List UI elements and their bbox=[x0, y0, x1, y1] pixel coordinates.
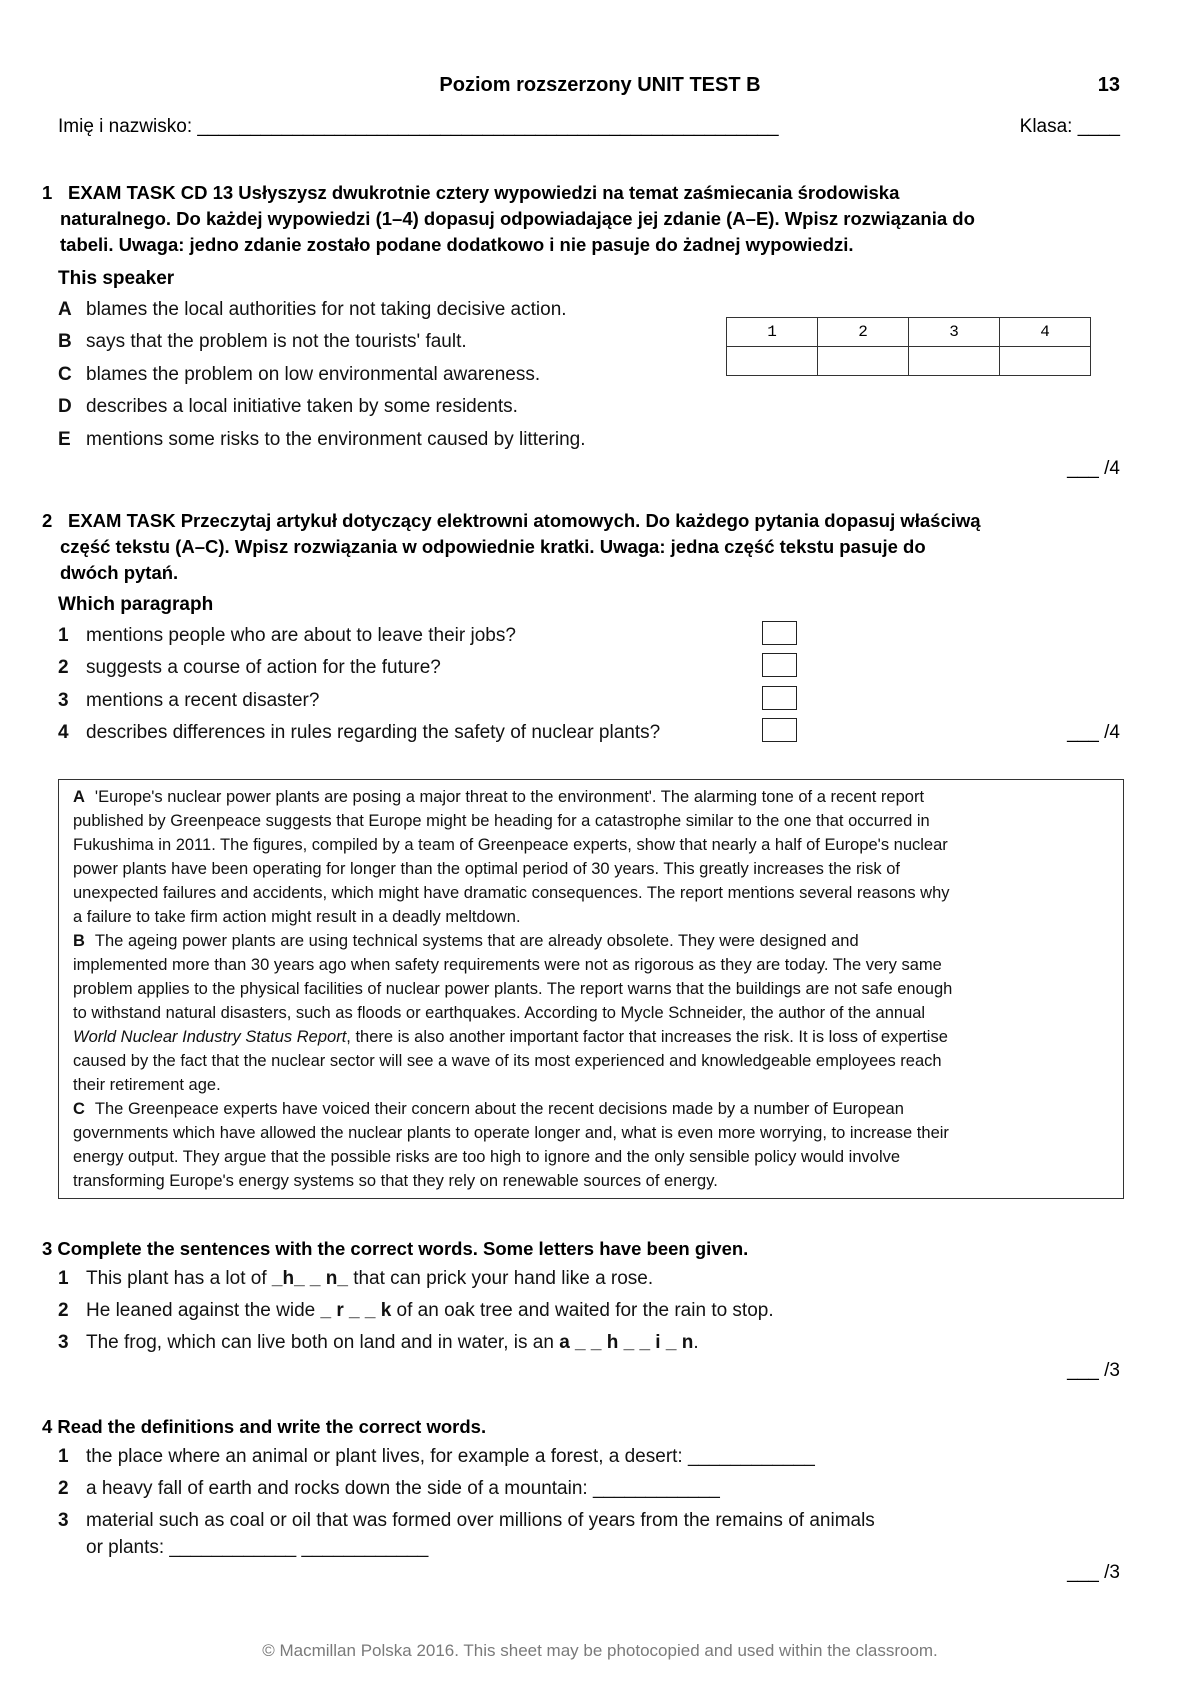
page-number: 13 bbox=[1097, 74, 1120, 96]
article-line: caused by the fact that the nuclear sector will see a wave of its most experienced and knowledgeable employees reach bbox=[73, 1052, 942, 1070]
task3-item bbox=[58, 1268, 653, 1290]
task2-subheading: Which paragraph bbox=[58, 594, 214, 615]
task2-heading-line: dwóch pytań. bbox=[60, 562, 179, 583]
task1-option bbox=[58, 429, 586, 451]
question-text: mentions a recent disaster? bbox=[86, 690, 320, 711]
article-line: problem applies to the physical facilities of nuclear power plants. The report warns that the buildings are not safe enough bbox=[73, 980, 953, 998]
task2-heading-line: część tekstu (A–C). Wpisz rozwiązania w odpowiednie kratki. Uwaga: jedna część tekstu pasuje do bbox=[60, 536, 926, 557]
letter-gaps[interactable]: _ r _ _ k bbox=[320, 1300, 392, 1321]
question-number: 2 bbox=[58, 657, 69, 678]
paragraph-label: B bbox=[73, 932, 85, 950]
answer-table-row bbox=[727, 347, 1091, 376]
option-text: blames the problem on low environmental awareness. bbox=[86, 364, 541, 385]
article-line: a failure to take firm action might result in a deadly meltdown. bbox=[73, 908, 521, 926]
task2-heading-line: EXAM TASK Przeczytaj artykuł dotyczący elektrowni atomowych. Do każdego pytania dopasuj właściwą bbox=[68, 510, 981, 531]
task1-option bbox=[58, 299, 567, 321]
item-number: 3 bbox=[58, 1332, 69, 1353]
article-line: implemented more than 30 years ago when safety requirements were not as rigorous as they are today. The very same bbox=[73, 956, 942, 974]
task4-item bbox=[58, 1510, 875, 1532]
article-line: their retirement age. bbox=[73, 1076, 221, 1094]
article-line bbox=[73, 785, 1109, 809]
answer-cell[interactable] bbox=[727, 347, 818, 376]
task1-number: 1 bbox=[42, 182, 53, 203]
task1-answer-table bbox=[726, 317, 1091, 376]
question-number: 4 bbox=[58, 722, 69, 743]
letter-gaps[interactable]: _h_ _ n_ bbox=[271, 1268, 348, 1289]
task4-heading: 4 Read the definitions and write the correct words. bbox=[42, 1416, 487, 1437]
option-text: describes a local initiative taken by some residents. bbox=[86, 396, 518, 417]
option-letter: C bbox=[58, 364, 72, 385]
task1-subheading: This speaker bbox=[58, 268, 175, 289]
answer-cell[interactable] bbox=[909, 347, 1000, 376]
item-text: material such as coal or oil that was formed over millions of years from the remains of animals bbox=[86, 1510, 875, 1531]
question-text: describes differences in rules regarding the safety of nuclear plants? bbox=[86, 722, 661, 743]
article-line bbox=[73, 929, 1109, 953]
question-text: mentions people who are about to leave their jobs? bbox=[86, 625, 516, 646]
name-field[interactable]: Imię i nazwisko: _______________________________________________________ bbox=[58, 116, 779, 137]
item-text: . bbox=[693, 1332, 699, 1353]
paragraph-label: C bbox=[73, 1100, 85, 1118]
answer-cell[interactable] bbox=[818, 347, 909, 376]
option-letter: E bbox=[58, 429, 71, 450]
answer-box[interactable] bbox=[762, 621, 797, 645]
task1-option bbox=[58, 331, 467, 353]
paragraph-label: A bbox=[73, 788, 85, 806]
task2-question bbox=[58, 657, 441, 679]
question-number: 3 bbox=[58, 690, 69, 711]
task3-item bbox=[58, 1300, 774, 1322]
task1-heading-line: EXAM TASK CD 13 Usłyszysz dwukrotnie cztery wypowiedzi na temat zaśmiecania środowiska bbox=[68, 182, 900, 203]
task4-item bbox=[58, 1478, 720, 1500]
task1-option bbox=[58, 396, 518, 418]
article-line-text: 'Europe's nuclear power plants are posing a major threat to the environment'. The alarming tone of a recent report bbox=[94, 788, 925, 806]
article-line-text: , there is also another important factor that increases the risk. It is loss of expertise bbox=[346, 1028, 948, 1046]
answer-box[interactable] bbox=[762, 653, 797, 677]
article-text-box bbox=[58, 779, 1124, 1199]
article-line: transforming Europe's energy systems so that they rely on renewable sources of energy. bbox=[73, 1172, 718, 1190]
item-text: This plant has a lot of bbox=[86, 1268, 272, 1289]
answer-cell[interactable] bbox=[1000, 347, 1091, 376]
answer-col-header: 1 bbox=[727, 318, 818, 347]
task3-score: ___ /3 bbox=[1067, 1360, 1120, 1381]
report-title: World Nuclear Industry Status Report bbox=[73, 1028, 347, 1046]
task2-question bbox=[58, 625, 516, 647]
answer-box[interactable] bbox=[762, 718, 797, 742]
task2-score: ___ /4 bbox=[1067, 722, 1120, 743]
answer-col-header: 4 bbox=[1000, 318, 1091, 347]
task1-heading bbox=[42, 180, 1132, 258]
page-title: Poziom rozszerzony UNIT TEST B bbox=[439, 74, 761, 96]
article-line-text: The Greenpeace experts have voiced their concern about the recent decisions made by a number of European bbox=[94, 1100, 904, 1118]
copyright-footer: © Macmillan Polska 2016. This sheet may be photocopied and used within the classroom. bbox=[262, 1641, 938, 1660]
item-text[interactable]: the place where an animal or plant lives, for example a forest, a desert: ____________ bbox=[86, 1446, 815, 1467]
task1-option bbox=[58, 364, 540, 386]
item-number: 1 bbox=[58, 1268, 69, 1289]
task3-heading: 3 Complete the sentences with the correct words. Some letters have been given. bbox=[42, 1238, 749, 1259]
class-field[interactable]: Klasa: ____ bbox=[1019, 116, 1120, 137]
question-text: suggests a course of action for the future? bbox=[86, 657, 441, 678]
answer-table-header bbox=[727, 318, 1091, 347]
article-line: unexpected failures and accidents, which might have dramatic consequences. The report mentions several reasons why bbox=[73, 884, 950, 902]
task2-number: 2 bbox=[42, 510, 53, 531]
option-text: mentions some risks to the environment caused by littering. bbox=[86, 429, 586, 450]
article-line: energy output. They argue that the possible risks are too high to ignore and the only sensible policy would involve bbox=[73, 1148, 901, 1166]
article-line bbox=[73, 1097, 1109, 1121]
item-number: 2 bbox=[58, 1478, 69, 1499]
item-text[interactable]: a heavy fall of earth and rocks down the side of a mountain: ____________ bbox=[86, 1478, 720, 1499]
task2-question bbox=[58, 722, 660, 744]
article-line: to withstand natural disasters, such as floods or earthquakes. According to Mycle Schneider, the author of the annual bbox=[73, 1004, 926, 1022]
option-letter: D bbox=[58, 396, 72, 417]
article-line: published by Greenpeace suggests that Europe might be heading for a catastrophe similar to the one that occurred in bbox=[73, 812, 930, 830]
task2-heading bbox=[42, 508, 1132, 586]
item-number: 2 bbox=[58, 1300, 69, 1321]
item-text: of an oak tree and waited for the rain to stop. bbox=[391, 1300, 774, 1321]
task4-item bbox=[58, 1446, 815, 1468]
answer-box[interactable] bbox=[762, 686, 797, 710]
letter-gaps[interactable]: a _ _ h _ _ i _ n bbox=[559, 1332, 694, 1353]
task4-score: ___ /3 bbox=[1067, 1562, 1120, 1583]
task3-item bbox=[58, 1332, 699, 1354]
item-number: 3 bbox=[58, 1510, 69, 1531]
task2-question bbox=[58, 690, 319, 712]
option-text: says that the problem is not the tourists' fault. bbox=[86, 331, 467, 352]
option-text: blames the local authorities for not taking decisive action. bbox=[86, 299, 567, 320]
article-line: Fukushima in 2011. The figures, compiled by a team of Greenpeace experts, show that nearly a half of Europe's nuclear bbox=[73, 836, 948, 854]
item-text: The frog, which can live both on land and in water, is an bbox=[86, 1332, 560, 1353]
option-letter: B bbox=[58, 331, 72, 352]
task4-item-continuation[interactable]: or plants: ____________ ____________ bbox=[86, 1537, 429, 1558]
item-text: that can prick your hand like a rose. bbox=[347, 1268, 654, 1289]
article-line bbox=[73, 1025, 1109, 1049]
article-line-text: The ageing power plants are using technical systems that are already obsolete. They were designed and bbox=[94, 932, 859, 950]
item-number: 1 bbox=[58, 1446, 69, 1467]
article-line: governments which have allowed the nuclear plants to operate longer and, what is even more worrying, to increase their bbox=[73, 1124, 949, 1142]
option-letter: A bbox=[58, 299, 72, 320]
answer-col-header: 3 bbox=[909, 318, 1000, 347]
item-text: He leaned against the wide bbox=[86, 1300, 321, 1321]
article-line: power plants have been operating for longer than the optimal period of 30 years. This greatly increases the risk of bbox=[73, 860, 901, 878]
answer-col-header: 2 bbox=[818, 318, 909, 347]
task1-heading-line: tabeli. Uwaga: jedno zdanie zostało podane dodatkowo i nie pasuje do żadnej wypowiedzi. bbox=[60, 234, 854, 255]
question-number: 1 bbox=[58, 625, 69, 646]
task1-score: ___ /4 bbox=[1067, 458, 1120, 479]
task1-heading-line: naturalnego. Do każdej wypowiedzi (1–4) dopasuj odpowiadające jej zdanie (A–E). Wpisz rozwiązania do bbox=[60, 208, 975, 229]
